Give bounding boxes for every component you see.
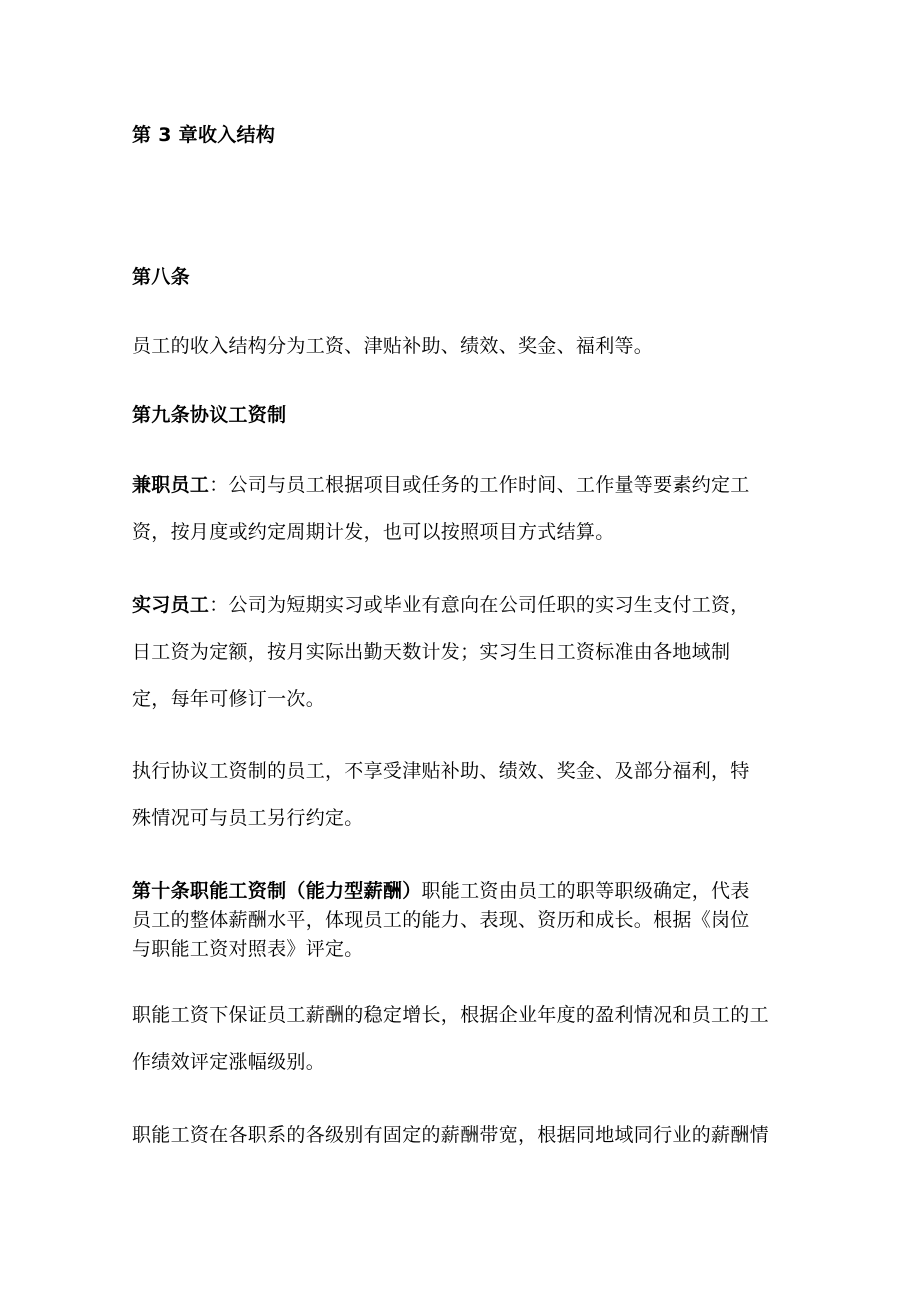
article-10-intro-1: 职能工资由员工的职等职级确定，代表 [421,880,750,902]
intern-label: 实习员工 [132,594,210,616]
article-10-p2-line-1: 职能工资下保证员工薪酬的稳定增长，根据企业年度的盈利情况和员工的工 [132,1004,769,1026]
article-10-heading: 第十条职能工资制（能力型薪酬） [132,880,422,902]
article-10-p3-line-1: 职能工资在各职系的各级别有固定的薪酬带宽，根据同地域同行业的薪酬情 [132,1124,769,1146]
article-8-heading: 第八条 [132,266,190,288]
article-10-line-1 [132,876,800,903]
article-9-heading: 第九条协议工资制 [132,404,287,426]
intern-paragraph-line-1 [132,590,800,617]
article-8-text: 员工的收入结构分为工资、津贴补助、绩效、奖金、福利等。 [132,335,654,357]
article-10-line-2: 员工的整体薪酬水平，体现员工的能力、表现、资历和成长。根据《岗位 [132,909,750,931]
article-10-line-3: 与职能工资对照表》评定。 [132,938,364,960]
article-10-p2-line-2: 作绩效评定涨幅级别。 [132,1051,326,1073]
parttime-label: 兼职员工 [132,474,210,496]
parttime-text-1: ：公司与员工根据项目或任务的工作时间、工作量等要素约定工 [209,474,750,496]
chapter-title: 第 3 章收入结构 [132,124,276,146]
agreement-note-line-2: 殊情况可与员工另行约定。 [132,807,364,829]
parttime-paragraph-line-2: 资，按月度或约定周期计发，也可以按照项目方式结算。 [132,521,615,543]
parttime-paragraph-line-1 [132,470,800,497]
intern-paragraph-line-3: 定，每年可修订一次。 [132,688,326,710]
agreement-note-line-1: 执行协议工资制的员工，不享受津贴补助、绩效、奖金、及部分福利，特 [132,760,750,782]
intern-paragraph-line-2: 日工资为定额，按月实际出勤天数计发；实习生日工资标准由各地域制 [132,641,731,663]
intern-text-1: ：公司为短期实习或毕业有意向在公司任职的实习生支付工资， [209,594,750,616]
